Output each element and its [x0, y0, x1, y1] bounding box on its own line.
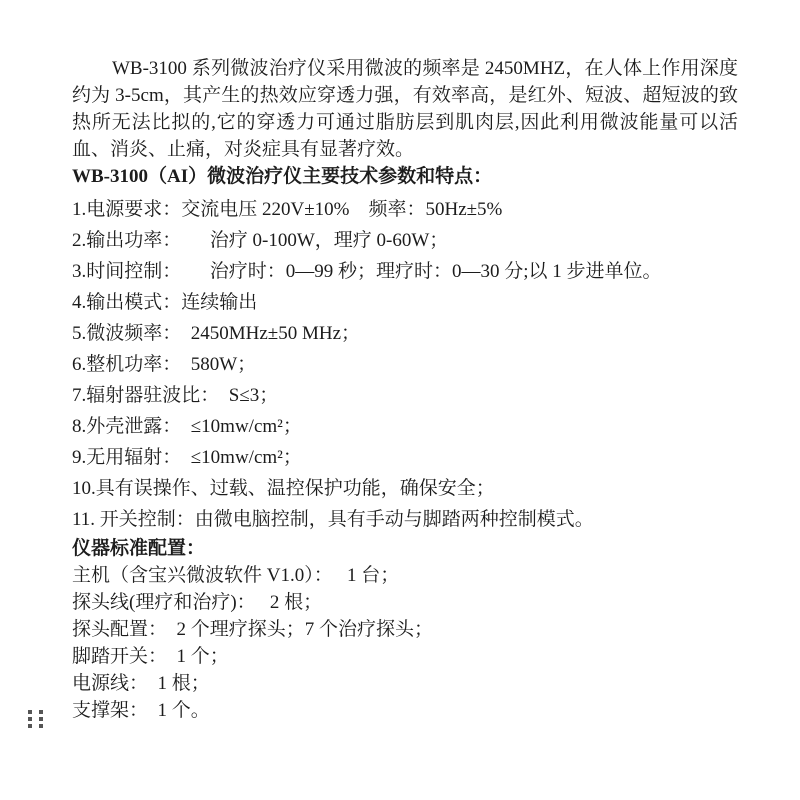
specs-heading: WB-3100（AI）微波治疗仪主要技术参数和特点：	[72, 166, 493, 187]
document-page	[72, 55, 738, 724]
config-item-probe-set: 探头配置： 2 个理疗探头；7 个治疗探头；	[72, 619, 434, 640]
spec-item-microwave-freq: 5.微波频率： 2450MHz±50 MHz；	[72, 323, 361, 344]
spec-item-output-power: 2.输出功率： 治疗 0-100W，理疗 0-60W；	[72, 230, 449, 251]
spec-item-switch-control: 11. 开关控制：由微电脑控制，具有手动与脚踏两种控制模式。	[72, 509, 594, 530]
spec-item-stray-radiation: 9.无用辐射： ≤10mw/cm²；	[72, 447, 302, 468]
config-item-power-cord: 电源线： 1 根；	[72, 673, 210, 694]
config-heading: 仪器标准配置：	[72, 538, 206, 559]
spec-list	[72, 194, 738, 535]
config-item-host: 主机（含宝兴微波软件 V1.0）： 1 台；	[72, 565, 400, 586]
spec-item-vswr: 7.辐射器驻波比： S≤3；	[72, 385, 279, 406]
intro-paragraph: WB-3100 系列微波治疗仪采用微波的频率是 2450MHZ，在人体上作用深度约为 3-5cm，其产生的热效应穿透力强，有效率高，是红外、短波、超短波的致热所无法比拟的,它的穿透力可通过脂肪层到肌肉层,因此利用微波能量可以活血、消炎、止痛，对炎症具有显著疗效。	[72, 58, 738, 160]
spec-item-total-power: 6.整机功率： 580W；	[72, 354, 257, 375]
spec-item-output-mode: 4.输出模式：连续输出	[72, 292, 258, 313]
config-item-probe-cable: 探头线(理疗和治疗)： 2 根；	[72, 592, 323, 613]
config-list	[72, 562, 738, 724]
spec-item-case-leakage: 8.外壳泄露： ≤10mw/cm²；	[72, 416, 302, 437]
spec-item-time-control: 3.时间控制： 治疗时：0—99 秒；理疗时：0—30 分;以 1 步进单位。	[72, 261, 662, 282]
config-item-foot-switch: 脚踏开关： 1 个；	[72, 646, 229, 667]
spec-item-power-requirement: 1.电源要求：交流电压 220V±10% 频率：50Hz±5%	[72, 199, 503, 220]
config-item-stand: 支撑架： 1 个。	[72, 700, 210, 721]
spec-item-protection: 10.具有误操作、过载、温控保护功能，确保安全；	[72, 478, 495, 499]
drag-handle-icon[interactable]	[28, 710, 32, 714]
